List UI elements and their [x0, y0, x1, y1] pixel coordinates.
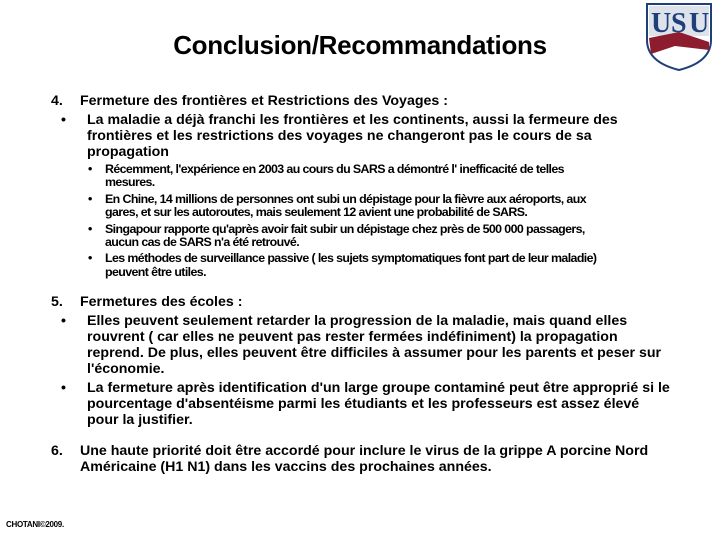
sub-list-item	[86, 223, 600, 250]
logo-letter-2: S	[671, 8, 687, 39]
section-6	[51, 443, 671, 475]
list-item-text: La maladie a déjà franchi les frontières et les continents, aussi la fermeure des frontières et les restrictions des voyages ne changeront pas le cours de sa propagation	[87, 112, 618, 160]
sub-list-item	[86, 193, 600, 220]
bullet: •	[88, 251, 92, 266]
list-item-text: Elles peuvent seulement retarder la progression de la maladie, mais quand elles rouvrent ( car elles ne peuvent pas rester fermées indéfiniment) la propagation reprend. De plus, elles peuvent être difficiles à assumer pour les parents et peser sur l'économie.	[87, 313, 662, 378]
slide-title: Conclusion/Recommandations	[173, 30, 547, 60]
section-5	[51, 294, 671, 310]
university-logo	[645, 2, 713, 72]
logo-letter-1: U	[651, 8, 672, 39]
bullet: •	[61, 313, 66, 330]
slide-content	[51, 93, 671, 475]
section-number: 4.	[51, 93, 63, 109]
bullet: •	[88, 221, 92, 236]
bullet: •	[61, 112, 66, 128]
sub-list-item-text: Les méthodes de surveillance passive ( les sujets symptomatiques font part de leur maladie) peuvent être utiles.	[105, 251, 597, 279]
list-item	[56, 112, 671, 160]
section-number: 5.	[51, 294, 63, 311]
bullet: •	[61, 380, 66, 397]
section-4	[51, 93, 671, 109]
list-item	[56, 380, 671, 428]
section-number: 6.	[51, 443, 63, 460]
logo-letter-3: U	[689, 8, 710, 39]
sub-list-item-text: Récemment, l'expérience en 2003 au cours du SARS a démontré l' inefficacité de telles mesures.	[105, 162, 564, 190]
bullet: •	[88, 162, 92, 176]
section-heading: Une haute priorité doit être accordé pour inclure le virus de la grippe A porcine Nord Américaine (H1 N1) dans les vaccins des prochaines années.	[80, 443, 649, 476]
list-item	[56, 313, 671, 377]
list-item-text: La fermeture après identification d'un large groupe contaminé peut être approprié si le pourcentage d'absentéisme parmi les étudiants et les professeurs est assez élevé pour la justifier.	[87, 380, 670, 429]
section-heading: Fermetures des écoles :	[80, 294, 243, 311]
sub-list-item-text: Singapour rapporte qu'après avoir fait subir un dépistage chez près de 500 000 passagers, aucun cas de SARS n'a été retrouvé.	[105, 221, 585, 250]
section-heading: Fermeture des frontières et Restrictions des Voyages :	[80, 93, 448, 109]
bullet: •	[88, 191, 92, 206]
copyright-footer: CHOTANI©2009.	[6, 520, 64, 529]
sub-list-item-text: En Chine, 14 millions de personnes ont subi un dépistage pour la fièvre aux aéroports, aux gares, et sur les autoroutes, mais seulement 12 avient une probabilité de SARS.	[105, 191, 586, 220]
sub-list-item	[86, 252, 600, 279]
sub-list-item	[86, 163, 600, 190]
